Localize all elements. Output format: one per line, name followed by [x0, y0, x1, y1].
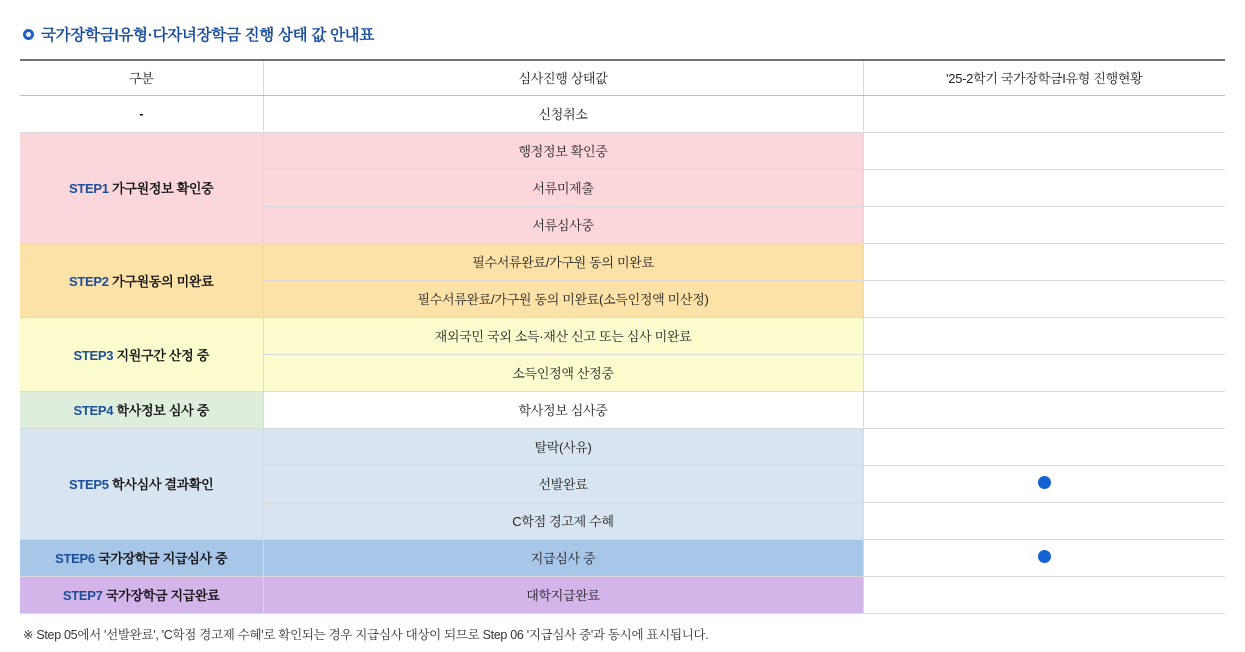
step-group-cell: [20, 95, 263, 132]
status-value-cell: 탈락(사유): [263, 428, 863, 465]
status-value-cell: 신청취소: [263, 95, 863, 132]
table-row: [20, 576, 1225, 613]
page-title-text: 국가장학금I유형·다자녀장학금 진행 상태 값 안내표: [41, 27, 375, 44]
status-value-cell: 필수서류완료/가구원 동의 미완료: [263, 243, 863, 280]
status-value-cell: 선발완료: [263, 465, 863, 502]
table-row: [20, 428, 1225, 465]
status-value-cell: C학점 경고제 수혜: [263, 502, 863, 539]
progress-cell: [863, 428, 1225, 465]
step-group-cell: [20, 539, 263, 576]
table-header: [20, 60, 1225, 95]
step-label: STEP6: [55, 551, 95, 566]
step-group-cell: [20, 391, 263, 428]
progress-dot-icon: [1038, 550, 1051, 563]
step-group-cell: [20, 317, 263, 391]
step-name: 국가장학금 지급완료: [105, 588, 220, 603]
progress-cell: [863, 95, 1225, 132]
step-label: STEP1: [69, 181, 109, 196]
step-label: STEP4: [73, 403, 114, 418]
progress-cell: [863, 280, 1225, 317]
progress-dot-icon: [1038, 476, 1051, 489]
progress-cell: [863, 243, 1225, 280]
status-value-cell: 소득인정액 산정중: [263, 354, 863, 391]
progress-cell: [863, 539, 1225, 576]
progress-cell: [863, 206, 1225, 243]
column-header-progress: '25-2학기 국가장학금I유형 진행현황: [863, 60, 1225, 95]
progress-cell: [863, 132, 1225, 169]
status-value-cell: 필수서류완료/가구원 동의 미완료(소득인정액 미산정): [263, 280, 863, 317]
progress-cell: [863, 317, 1225, 354]
step-label: STEP5: [69, 477, 109, 492]
step-name: 학사심사 결과확인: [112, 477, 214, 492]
status-value-cell: 지급심사 중: [263, 539, 863, 576]
table-row: [20, 317, 1225, 354]
step-group-cell: [20, 428, 263, 539]
progress-cell: [863, 502, 1225, 539]
table-row: [20, 132, 1225, 169]
progress-cell: [863, 465, 1225, 502]
status-table: [20, 59, 1225, 614]
status-value-cell: 재외국민 국외 소득·재산 신고 또는 심사 미완료: [263, 317, 863, 354]
table-row: [20, 539, 1225, 576]
status-value-cell: 서류심사중: [263, 206, 863, 243]
step-group-cell: [20, 132, 263, 243]
step-name: 지원구간 산정 중: [116, 347, 209, 363]
progress-cell: [863, 169, 1225, 206]
step-label: STEP7: [62, 588, 103, 603]
column-header-division: 구분: [20, 60, 263, 95]
table-row: [20, 243, 1225, 280]
progress-cell: [863, 354, 1225, 391]
column-header-status-value: 심사진행 상태값: [263, 60, 863, 95]
step-name: 가구원동의 미완료: [112, 273, 214, 289]
status-value-cell: 서류미제출: [263, 169, 863, 206]
table-row: [20, 95, 1225, 132]
step-name: -: [139, 106, 144, 121]
circle-bullet-icon: [23, 29, 34, 40]
table-row: [20, 391, 1225, 428]
progress-cell: [863, 576, 1225, 613]
table-body: [20, 95, 1225, 613]
step-group-cell: [20, 576, 263, 613]
status-value-cell: 학사정보 심사중: [263, 391, 863, 428]
progress-cell: [863, 391, 1225, 428]
step-name: 국가장학금 지급심사 중: [98, 551, 228, 566]
status-value-cell: 대학지급완료: [263, 576, 863, 613]
table-header-row: [20, 60, 1225, 95]
status-value-cell: 행정정보 확인중: [263, 132, 863, 169]
step-name: 학사정보 심사 중: [116, 403, 209, 418]
step-group-cell: [20, 243, 263, 317]
step-label: STEP2: [69, 273, 109, 289]
step-name: 가구원정보 확인중: [112, 181, 214, 196]
footnote: ※ Step 05에서 '선발완료', 'C학점 경고제 수혜'로 확인되는 경우 지급심사 대상이 되므로 Step 06 '지급심사 중'과 동시에 표시됩니다.: [23, 627, 709, 642]
step-label: STEP3: [73, 347, 114, 363]
page-title: [23, 23, 1225, 45]
